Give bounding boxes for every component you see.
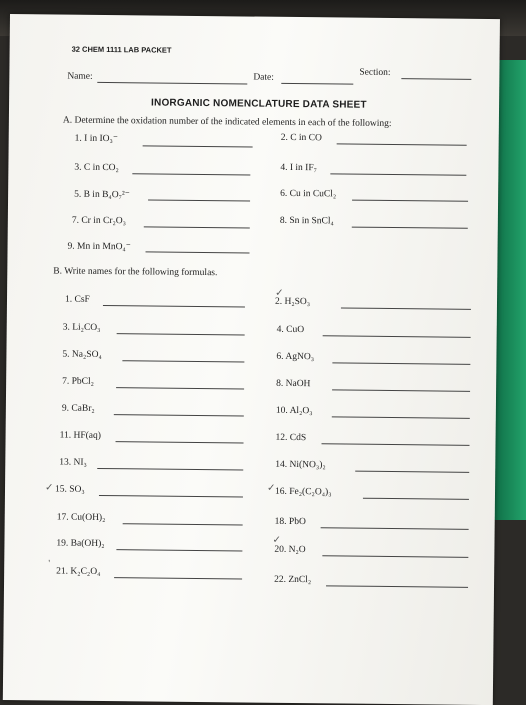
answer-line[interactable] <box>355 471 469 473</box>
answer-line[interactable] <box>341 307 471 309</box>
handwritten-mark: ✓ <box>272 534 281 546</box>
part-a-item: 8. Sn in SnCl₄ <box>279 215 334 227</box>
answer-line[interactable] <box>352 200 468 202</box>
answer-line[interactable] <box>144 226 250 228</box>
part-b-item: 8. NaOH <box>276 378 311 390</box>
part-b-item: 10. Al₂O₃ <box>275 405 313 417</box>
answer-line[interactable] <box>116 387 244 389</box>
answer-line[interactable] <box>99 495 243 498</box>
section-line[interactable] <box>401 78 471 80</box>
answer-line[interactable] <box>332 416 470 418</box>
part-b-item: 16. Fe₂(C₂O₄)₃ <box>274 486 332 498</box>
name-label: Name: <box>67 71 93 82</box>
answer-line[interactable] <box>116 441 244 443</box>
part-b-item: 22. ZnCl₂ <box>274 574 312 586</box>
part-b-item: 7. PbCl₂ <box>62 376 95 387</box>
answer-line[interactable] <box>326 585 468 587</box>
part-b-item: 11. HF(aq) <box>59 430 101 441</box>
answer-line[interactable] <box>114 577 242 579</box>
part-b-item: 1. CsF <box>64 294 90 305</box>
answer-line[interactable] <box>352 227 468 229</box>
part-a-item: 2. C in CO <box>280 132 322 144</box>
section-label: Section: <box>359 67 391 78</box>
answer-line[interactable] <box>321 527 469 530</box>
part-a-item: 6. Cu in CuCl₂ <box>280 188 337 200</box>
handwritten-mark: ✓ <box>266 482 276 494</box>
part-b-item: 3. Li₂CO₃ <box>62 322 101 333</box>
part-b-item: 17. Cu(OH)₂ <box>56 512 106 524</box>
part-b-item: 4. CuO <box>276 324 305 336</box>
part-b-item: 18. PbO <box>274 516 306 528</box>
answer-line[interactable] <box>363 498 469 500</box>
part-a-item: 4. I in IF₇ <box>280 162 318 174</box>
part-b-item: 15. SO₃ <box>54 484 85 495</box>
answer-line[interactable] <box>123 523 243 525</box>
part-b-item: 19. Ba(OH)₂ <box>56 538 105 550</box>
answer-line[interactable] <box>332 389 470 391</box>
part-b-item: 14. Ni(NO₃)₂ <box>275 459 326 471</box>
part-a-item: 5. B in B₄O₇²⁻ <box>74 189 130 201</box>
part-b-item: 6. AgNO₃ <box>276 351 315 363</box>
answer-line[interactable] <box>148 199 250 201</box>
answer-line[interactable] <box>143 145 253 147</box>
part-a-item: 7. Cr in Cr₂O₃ <box>71 215 127 227</box>
part-a-instruction: A. Determine the oxidation number of the indicated elements in each of the following: <box>62 115 392 130</box>
part-b-item: 9. CaBr₂ <box>61 403 95 414</box>
answer-line[interactable] <box>146 251 250 253</box>
part-b-item: 5. Na₂SO₄ <box>62 349 102 360</box>
sheet-title: INORGANIC NOMENCLATURE DATA SHEET <box>151 97 367 111</box>
part-b-item: 12. CdS <box>275 432 307 444</box>
packet-header: 32 CHEM 1111 LAB PACKET <box>71 44 172 55</box>
answer-line[interactable] <box>97 468 243 471</box>
worksheet-page <box>3 14 500 705</box>
date-label: Date: <box>253 72 274 83</box>
part-b-item: 20. N₂O <box>274 544 306 556</box>
answer-line[interactable] <box>114 414 244 416</box>
answer-line[interactable] <box>332 362 470 364</box>
date-line[interactable] <box>281 83 353 85</box>
answer-line[interactable] <box>322 443 470 446</box>
part-b-item: 2. H₂SO₃ <box>274 296 311 308</box>
name-line[interactable] <box>97 82 247 85</box>
answer-line[interactable] <box>322 555 468 558</box>
answer-line[interactable] <box>116 549 242 551</box>
answer-line[interactable] <box>323 335 471 338</box>
part-a-item: 3. C in CO₂ <box>74 162 119 174</box>
answer-line[interactable] <box>117 333 245 335</box>
part-a-item: 1. I in IO₃⁻ <box>74 133 118 145</box>
part-b-item: 13. NI₃ <box>59 457 87 468</box>
part-b-instruction: B. Write names for the following formulas. <box>53 266 218 279</box>
answer-line[interactable] <box>132 173 250 175</box>
answer-line[interactable] <box>103 305 245 307</box>
answer-line[interactable] <box>122 360 244 362</box>
handwritten-mark: ✓ <box>44 482 54 494</box>
handwritten-mark: ✓ <box>275 287 284 299</box>
answer-line[interactable] <box>337 143 467 145</box>
part-a-item: 9. Mn in MnO₄⁻ <box>67 241 131 253</box>
part-b-item: 21. K₂C₂O₄ <box>56 566 101 577</box>
answer-line[interactable] <box>330 173 466 175</box>
handwritten-mark: ' <box>48 558 51 570</box>
